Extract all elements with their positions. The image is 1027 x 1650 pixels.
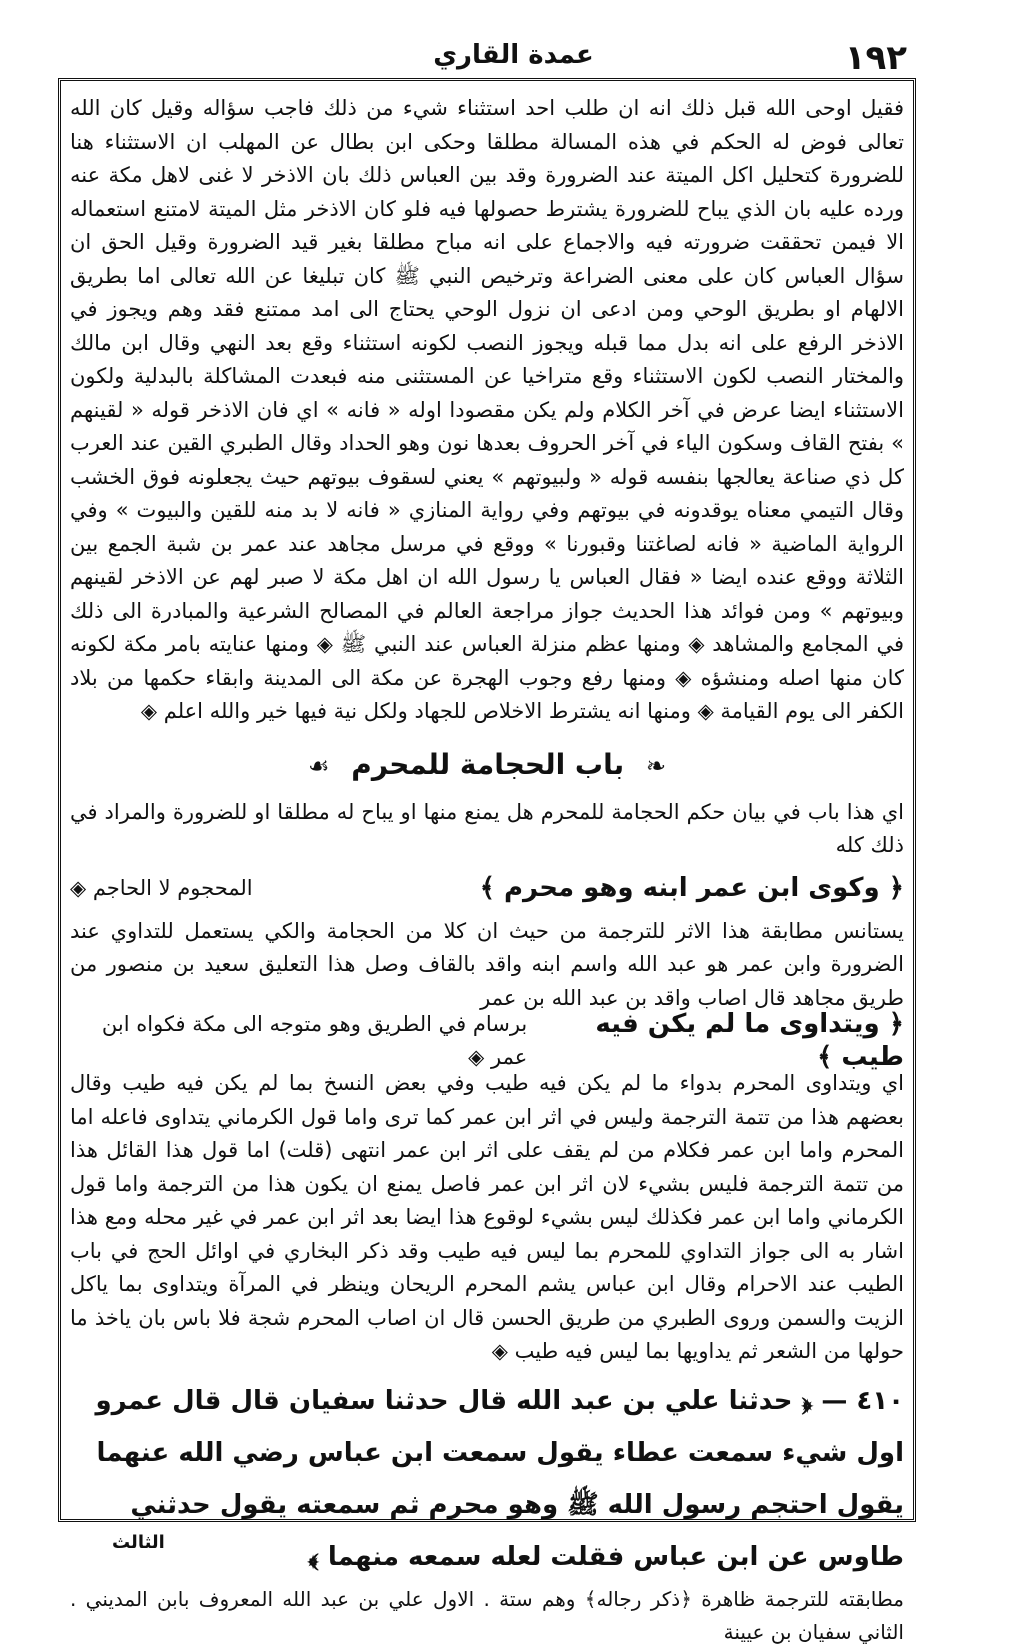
hadith-text-block [70, 1375, 904, 1583]
row-2-trailing-text: برسام في الطريق وهو متوجه الى مكة فكواه ابن عمر ◈ [101, 1011, 528, 1069]
commentary-paragraph-2: اي هذا باب في بيان حكم الحجامة للمحرم هل يمنع منها او يباح له مطلقا او للضرورة والمراد في ذلك كله [70, 799, 904, 857]
commentary-paragraph-1: فقيل اوحى الله قبل ذلك انه ان طلب احد استثناء شيء من ذلك فاجب سؤاله وقيل كان الله تعالى فوض له الحكم في هذه المسالة مطلقا وحكى ابن بطال عن المهلب ان الاستثناء هنا للضرورة كتحليل اكل الميتة عند الضرورة وقد بين العباس ذلك بان الاذخر لا غنى لاهل مكة عنه ورده عليه بان الذي يباح للضرورة يشترط حصولها فيه فلو كان الاذخر مثل الميتة لامتنع استعماله الا فيمن تحققت ضرورته فيه والاجماع على انه مباح مطلقا بغير قيد الضرورة وقيل الحق ان سؤال العباس كان على معنى الضراعة وترخيص النبي ﷺ كان تبليغا عن الله تعالى اما بطريق الالهام او بطريق الوحي ومن ادعى ان نزول الوحي يحتاج الى امد ممتنع فقد وهم ويجوز في الاذخر الرفع على انه بدل مما قبله ويجوز النصب لكونه استثناء وقع بعد النهي وقال ابن مالك والمختار النصب لكون الاستثناء وقع متراخيا عن المستثنى منه فبعدت المشاكلة بالبدلية ولكون الاستثناء ايضا عرض في آخر الكلام ولم يكن مقصودا اوله « فانه » اي فان الاذخر قوله « لقينهم » بفتح القاف وسكون الياء في آخر الحروف بعدها نون وهو الحداد وقال الطبري القين عند العرب كل ذي صناعة يعالجها بنفسه قوله « ولبيوتهم » يعني لسقوف بيوتهم حيث يجعلونه فوق الخشب وقال التيمي معناه يوقدونه في بيوتهم وفي رواية المنازي « فانه لا بد منه للقين والبيوت » وفي الرواية الماضية « فانه لصاغتنا وقبورنا » ووقع في مرسل مجاهد عند عمر بن شبة الجمع بين الثلاثة ووقع عنده ايضا « فقال العباس يا رسول الله ان اهل مكة لا صبر لهم عن الاذخر لقينهم وبيوتهم » ومن فوائد هذا الحديث جواز مراجعة العالم في المصالح الشرعية والمبادرة الى ذلك في المجامع والمشاهد ◈ ومنها عظم منزلة العباس عند النبي ﷺ ◈ ومنها عنايته بامر مكة لكونه كان منها اصله ومنشؤه ◈ ومنها رفع وجوب الهجرة عن مكة الى المدينة وابقاء حكمها من بلاد الكفر الى يوم القيامة ◈ ومنها انه يشترط الاخلاص للجهاد ولكل نية فيها خير والله اعلم ◈ [70, 96, 904, 723]
quote-row-1 [70, 863, 904, 915]
commentary-paragraph-5: مطابقته للترجمة ظاهرة ﴿ذكر رجاله﴾ وهم ستة . الاول علي بن عبد الله المعروف بابن المديني . الثاني سفيان بن عيينة [70, 1586, 904, 1644]
hadith-text: ﴿ حدثنا علي بن عبد الله قال حدثنا سفيان قال قال عمرو اول شيء سمعت عطاء يقول سمعت ابن عباس رضي الله عنهما يقول احتجم رسول الله ﷺ وهو محرم ثم سمعته يقول حدثني طاوس عن ابن عباس فقلت لعله سمعه منهما ﴾ [95, 1385, 904, 1572]
quote-row-2 [70, 1008, 904, 1072]
chapter-heading [70, 737, 904, 794]
catchword: الثالث [112, 1532, 165, 1553]
row-1-trailing-text: المحجوم لا الحاجم ◈ [70, 875, 253, 900]
commentary-paragraph-4: اي ويتداوى المحرم بدواء ما لم يكن فيه طيب وفي بعض النسخ بما لم يكن فيه طيب وقال بعضهم هذا من تتمة الترجمة وليس في اثر ابن عمر كما ترى واما قول الكرماني يتداوى فاعله اما المحرم واما ابن عمر فكلام من لم يقف على اثر ابن عمر انتهى (قلت) اما قول هذا القائل هذا من تتمة الترجمة فليس بشيء لان اثر ابن عمر فاصل يمنع ان يكون هذا من الترجمة واما قول الكرماني واما ابن عمر فكذلك ليس بشيء لوقوع هذا ايضا بعد اثر ابن عمر في غير محله ومع هذا اشار به الى جواز التداوي للمحرم بما ليس فيه طيب وقد ذكر البخاري في اوائل الحج في باب الطيب عند الاحرام وقال ابن عباس يشم المحرم الريحان وينظر في المرآة ويتداوى بما ياكل الزيت والسمن وروى الطبري من طريق الحسن قال ان اصاب المحرم شجة فلا باس بان ياخذ ما حولها من الشعر ثم يداويها بما ليس فيه طيب ◈ [70, 1071, 904, 1363]
quoted-text-1: ﴿ وكوى ابن عمر ابنه وهو محرم ﴾ [479, 872, 904, 903]
running-header-title: عمدة القاري [433, 40, 594, 70]
ornament-right-icon: ❧ [645, 751, 666, 780]
page-body [70, 92, 904, 1650]
commentary-paragraph-3: يستانس مطابقة هذا الاثر للترجمة من حيث ان كلا من الحجامة والكي يستعمل للتداوي عند الضرورة وابن عمر هو عبد الله واسم ابنه واقد بالقاف وصل هذا التعليق سعيد بن منصور من طريق مجاهد قال اصاب واقد بن عبد الله بن عمر [70, 918, 904, 1010]
page-number: ۱۹۲ [844, 38, 907, 78]
hadith-number: ٤١٠ — [821, 1385, 904, 1416]
chapter-heading-text: باب الحجامة للمحرم [351, 747, 625, 781]
ornament-left-icon: ☙ [308, 751, 330, 780]
quoted-text-2: ﴿ ويتداوى ما لم يكن فيه طيب ﴾ [595, 1008, 904, 1072]
